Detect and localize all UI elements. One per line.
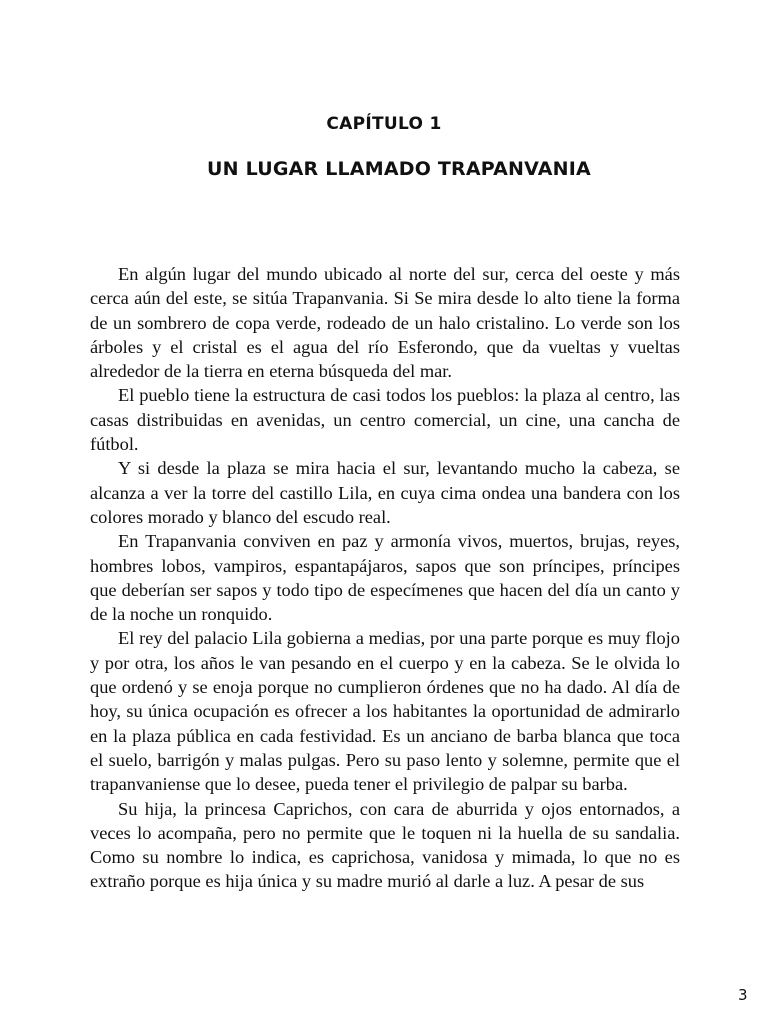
- body-text: [90, 262, 680, 894]
- paragraph: El pueblo tiene la estructura de casi todos los pueblos: la plaza al centro, las casas distribuidas en avenidas, un centro comercial, un cine, una cancha de fútbol.: [90, 385, 680, 455]
- paragraph: El rey del palacio Lila gobierna a medias, por una parte porque es muy flojo y por otra, los años le van pesando en el cuerpo y en la cabeza. Se le olvida lo que ordenó y se enoja porque no cumplieron órdenes que no ha dado. Al día de hoy, su única ocupación es ofrecer a los habitantes la oportunidad de admirarlo en la plaza pública en cada festividad. Es un anciano de barba blanca que toca el suelo, barrigón y malas pulgas. Pero su paso lento y solemne, permite que el trapanvaniense que lo desee, pueda tener el privilegio de palpar su barba.: [90, 628, 680, 795]
- chapter-label: CAPÍTULO 1: [326, 114, 442, 134]
- page-number: 3: [738, 986, 748, 1004]
- paragraph: En algún lugar del mundo ubicado al norte del sur, cerca del oeste y más cerca aún del este, se sitúa Trapanvania. Si Se mira desde lo alto tiene la forma de un sombrero de copa verde, rodeado de un halo cristalino. Lo verde son los árboles y el cristal es el agua del río Esferondo, que da vueltas y vueltas alrededor de la tierra en eterna búsqueda del mar.: [90, 264, 680, 382]
- paragraph: Y si desde la plaza se mira hacia el sur, levantando mucho la cabeza, se alcanza a ver la torre del castillo Lila, en cuya cima ondea una bandera con los colores morado y blanco del escudo real.: [90, 458, 680, 527]
- paragraph: Su hija, la princesa Caprichos, con cara de aburrida y ojos entornados, a veces lo acompaña, pero no permite que le toquen ni la huella de su sandalia. Como su nombre lo indica, es caprichosa, vanidosa y mimada, lo que no es extraño porque es hija única y su madre murió al darle a luz. A pesar de sus: [90, 798, 680, 892]
- paragraph: En Trapanvania conviven en paz y armonía vivos, muertos, brujas, reyes, hombres lobos, vampiros, espantapájaros, sapos que son príncipes, príncipes que deberían ser sapos y todo tipo de especímenes que hacen del día un canto y de la noche un ronquido.: [90, 531, 680, 625]
- chapter-title: UN LUGAR LLAMADO TRAPANVANIA: [207, 158, 591, 180]
